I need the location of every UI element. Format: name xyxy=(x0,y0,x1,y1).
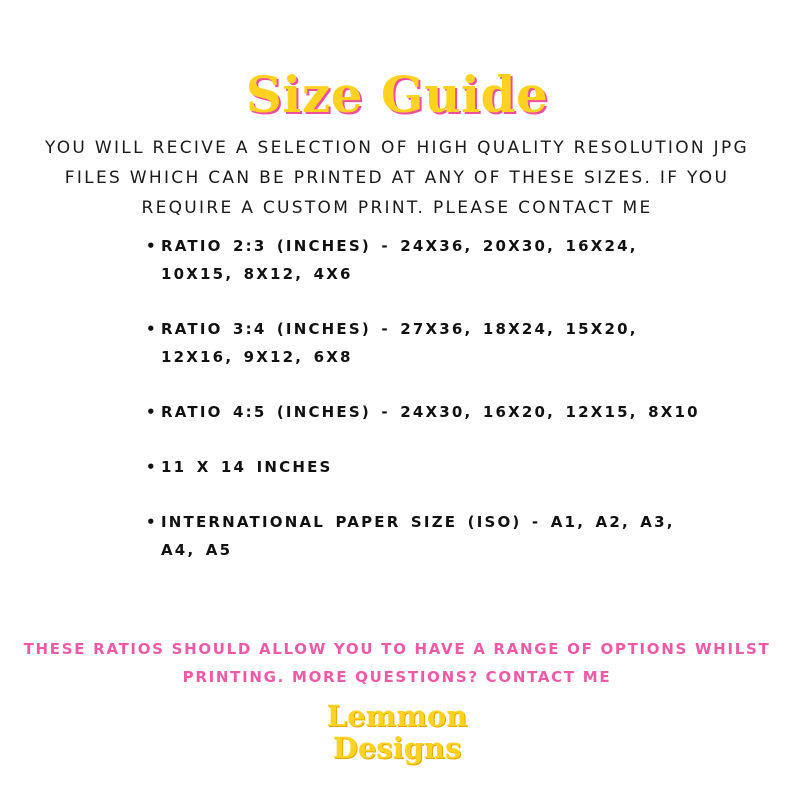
list-item xyxy=(146,508,706,564)
logo-line-1: Lemmon xyxy=(326,699,468,733)
page-title: Size Guide xyxy=(245,64,549,124)
brand-logo xyxy=(0,700,794,764)
list-item xyxy=(146,398,706,426)
intro-text: YOU WILL RECIVE A SELECTION OF HIGH QUALITY RESOLUTION JPG FILES WHICH CAN BE PRINTED AT ANY OF THESE SIZES. IF YOU REQUIRE A CUSTOM PRINT. PLEASE CONTACT ME xyxy=(45,138,749,218)
size-option-text: 11 X 14 INCHES xyxy=(161,458,333,476)
logo-line-2: Designs xyxy=(332,731,462,765)
bullet-icon: • xyxy=(146,237,158,255)
bullet-icon: • xyxy=(146,513,158,531)
size-option-text: RATIO 2:3 (INCHES) - 24X36, 20X30, 16X24, 10X15, 8X12, 4X6 xyxy=(161,237,638,283)
list-item xyxy=(146,453,706,481)
list-item xyxy=(146,232,706,288)
bullet-icon: • xyxy=(146,320,158,338)
bullet-icon: • xyxy=(146,403,158,421)
list-item xyxy=(146,315,706,371)
size-option-text: RATIO 3:4 (INCHES) - 27X36, 18X24, 15X20, 12X16, 9X12, 6X8 xyxy=(161,320,638,366)
bullet-icon: • xyxy=(146,458,158,476)
size-list xyxy=(146,232,706,591)
closing-note: THESE RATIOS SHOULD ALLOW YOU TO HAVE A RANGE OF OPTIONS WHILST PRINTING. MORE QUESTIONS? CONTACT ME xyxy=(23,640,771,686)
size-option-text: RATIO 4:5 (INCHES) - 24X30, 16X20, 12X15, 8X10 xyxy=(161,403,700,421)
size-option-text: INTERNATIONAL PAPER SIZE (ISO) - A1, A2, A3, A4, A5 xyxy=(161,513,675,559)
